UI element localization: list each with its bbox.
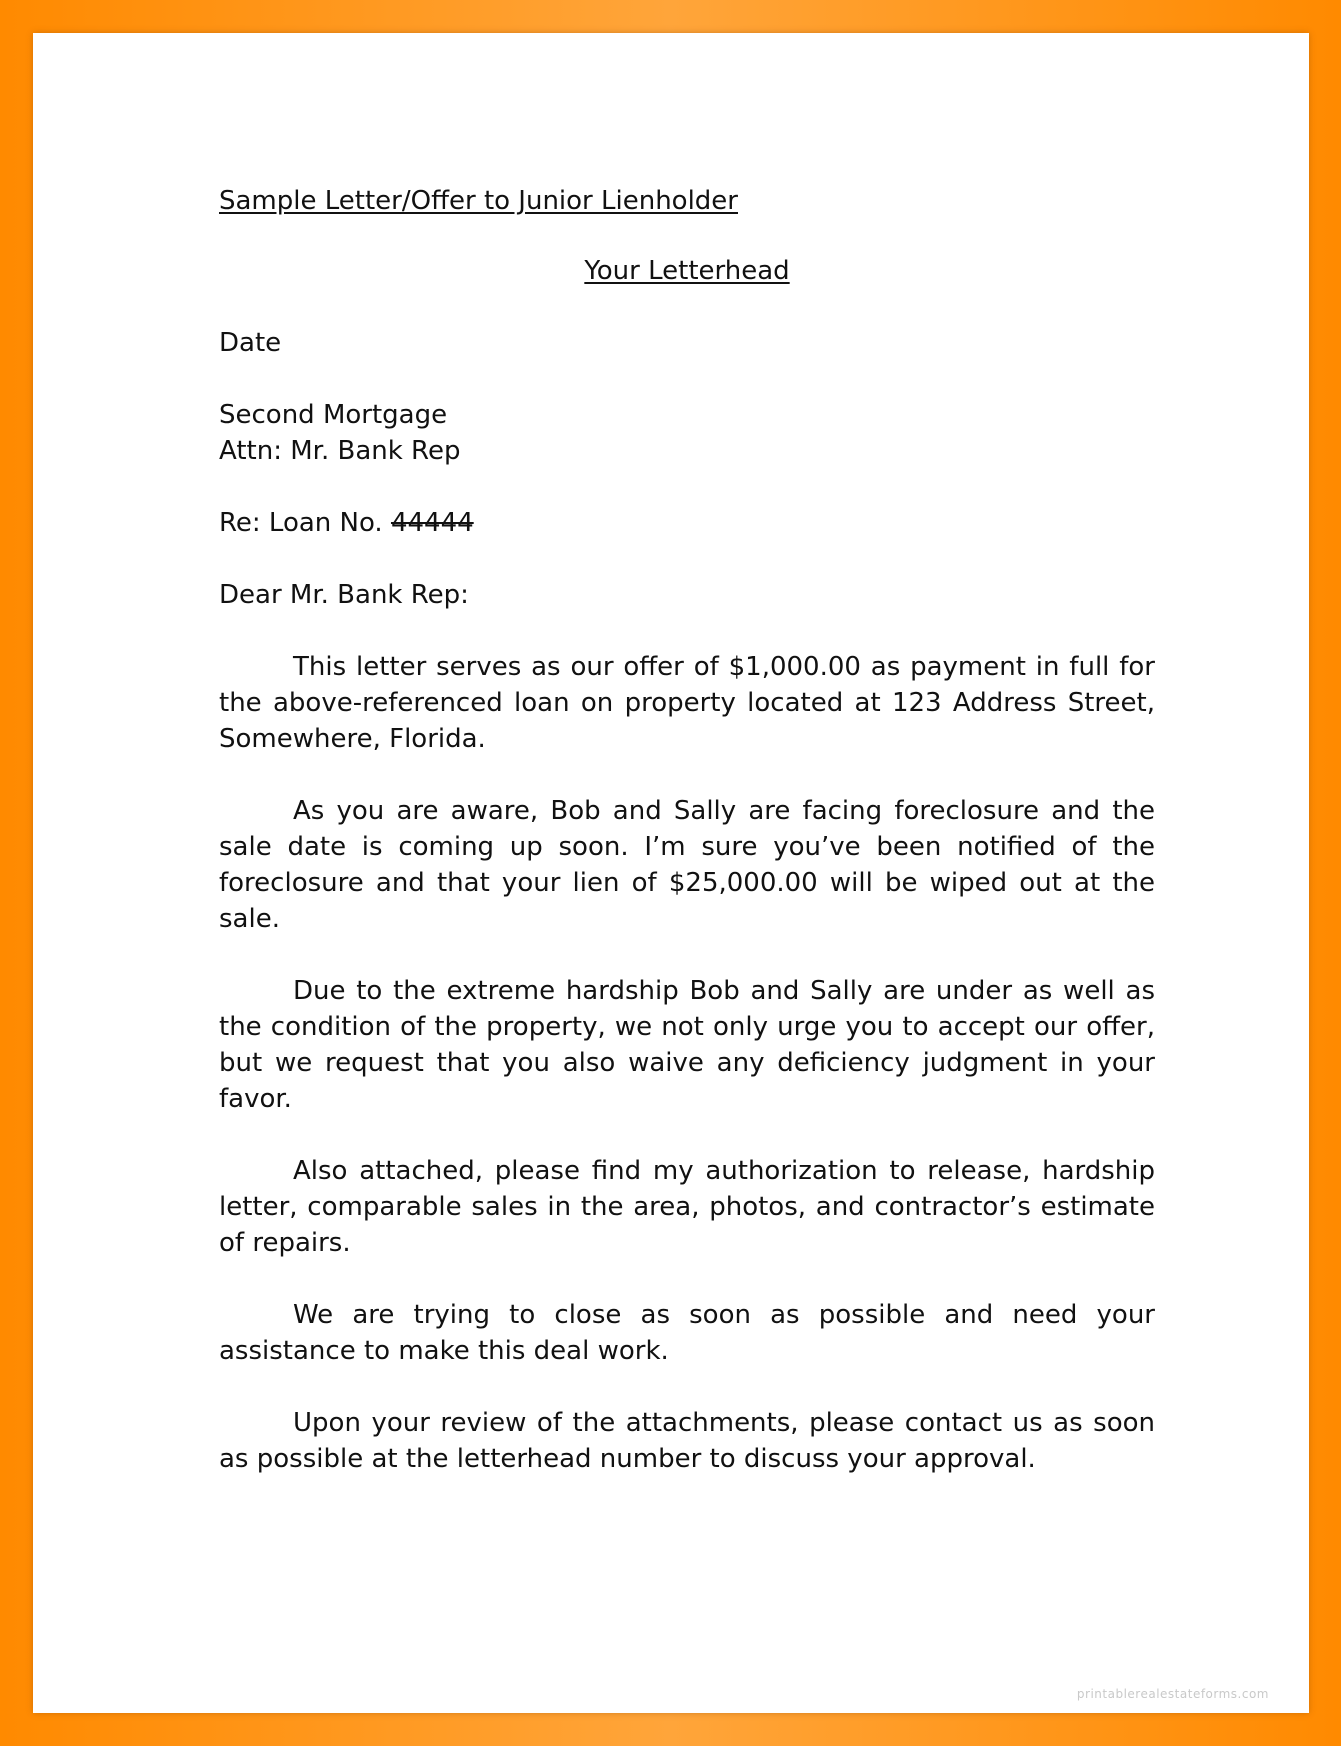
paragraph-closing: We are trying to close as soon as possible and need your assistance to make this deal work. (219, 1300, 1155, 1366)
paragraph-hardship: Due to the extreme hardship Bob and Sally are under as well as the condition of the property, we not only urge you to accept our offer, but we request that you also waive any deficiency judgment in your favor. (219, 976, 1155, 1114)
letter-page (33, 33, 1309, 1713)
letter-date: Date (219, 328, 282, 358)
paragraph-foreclosure: As you are aware, Bob and Sally are facing foreclosure and the sale date is coming up soon. I’m sure you’ve been notified of the foreclosure and that your lien of $25,000.00 will be wiped out at the sale. (219, 796, 1155, 934)
reference-line (219, 505, 1155, 541)
paragraph-contact: Upon your review of the attachments, please contact us as soon as possible at the letterhead number to discuss your approval. (219, 1408, 1155, 1474)
watermark: printablerealestateforms.com (1076, 1687, 1269, 1701)
letter-body (219, 183, 1155, 1477)
reference-prefix: Re: Loan No. (219, 508, 391, 538)
recipient-block (219, 397, 1155, 469)
recipient-line-1: Second Mortgage (219, 400, 448, 430)
paragraph-attachments: Also attached, please find my authorization to release, hardship letter, comparable sales in the area, photos, and contractor’s estimate of repairs. (219, 1156, 1155, 1258)
letterhead: Your Letterhead (584, 256, 790, 286)
recipient-line-2: Attn: Mr. Bank Rep (219, 436, 461, 466)
paragraph-offer: This letter serves as our offer of $1,000.00 as payment in full for the above-referenced loan on property located at 123 Address Street, Somewhere, Florida. (219, 652, 1155, 754)
loan-number: 44444 (390, 508, 474, 538)
document-title: Sample Letter/Offer to Junior Lienholder (219, 186, 738, 216)
salutation: Dear Mr. Bank Rep: (219, 580, 469, 610)
